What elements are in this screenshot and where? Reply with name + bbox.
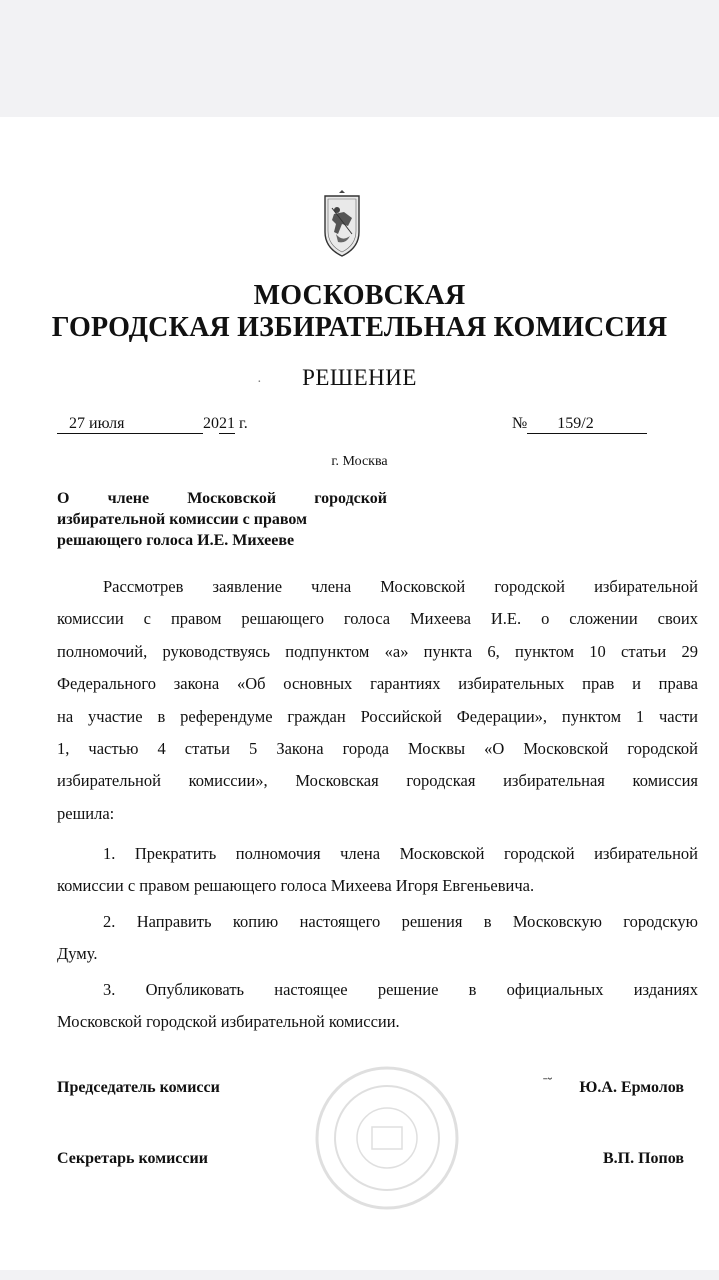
year-suffix: 21: [219, 415, 235, 432]
chairman-name: Ю.А. Ермолов: [579, 1079, 684, 1096]
year-prefix: 20: [203, 415, 219, 432]
text-line: 1. Прекратить полномочия члена Московской городской избирательной: [103, 844, 698, 863]
preamble-paragraph: [57, 571, 698, 830]
year-unit: г.: [239, 415, 248, 432]
text-line: избирательной комиссии», Московская городская избирательная комиссия: [57, 771, 698, 791]
decision-subject: [57, 488, 387, 551]
secretary-name: В.П. Попов: [602, 1150, 684, 1167]
decorative-dot: ·: [257, 375, 262, 390]
text-line: полномочий, руководствуясь подпунктом «а» пункта 6, пунктом 10 статьи 29: [57, 641, 698, 661]
viewer-bottom-bar: [0, 1270, 719, 1280]
text-line: Московской городской избирательной комиссии.: [57, 1012, 400, 1032]
decision-item-1: [57, 838, 698, 903]
text-line: 2. Направить копию настоящего решения в Московскую городскую: [103, 912, 698, 931]
text-line: 3. Опубликовать настоящее решение в официальных изданиях: [103, 980, 698, 999]
document-type-title: РЕШЕНИЕ: [302, 365, 417, 390]
city: г. Москва: [331, 454, 388, 469]
subject-line: решающего голоса И.Е. Михееве: [57, 532, 295, 549]
text-line: Федерального закона «Об основных гарантиях избирательных прав и права: [57, 674, 698, 694]
decision-date: [57, 415, 203, 434]
text-line: комиссии с правом решающего голоса Михеева Игоря Евгеньевича.: [57, 876, 535, 896]
number-label: №: [512, 415, 528, 432]
text-line: 1, частью 4 статьи 5 Закона города Москвы «О Московской городской: [57, 739, 698, 759]
subject-line: избирательной комиссии с правом: [57, 511, 307, 528]
text-line: на участие в референдуме граждан Российской Федерации», пунктом 1 части: [57, 706, 698, 726]
seal-stamp-icon: [312, 1063, 462, 1213]
subject-line: О члене Московской городской: [57, 490, 387, 507]
viewer-top-bar: [0, 0, 719, 117]
text-line: комиссии с правом решающего голоса Михеева И.Е. о сложении своих: [57, 609, 698, 629]
moscow-coat-of-arms-icon: [322, 190, 362, 262]
document-page: [0, 117, 719, 1270]
decision-year: [203, 415, 248, 434]
text-line: Думу.: [57, 944, 98, 964]
chairman-role: Председатель комисси: [57, 1079, 220, 1096]
text-line: решила:: [57, 803, 115, 823]
date-day-month: 27 июля: [57, 415, 203, 434]
text-line: Рассмотрев заявление члена Московской городской избирательной: [103, 577, 698, 596]
signature-mark: ˉ˘: [543, 1076, 553, 1091]
organization-name-line2: ГОРОДСКАЯ ИЗБИРАТЕЛЬНАЯ КОМИССИЯ: [51, 312, 668, 343]
decision-number: [512, 415, 647, 434]
decision-item-2: [57, 906, 698, 971]
decision-item-3: [57, 974, 698, 1039]
secretary-role: Секретарь комиссии: [57, 1150, 208, 1167]
number-value: 159/2: [527, 415, 647, 434]
organization-name-line1: МОСКОВСКАЯ: [253, 280, 466, 311]
